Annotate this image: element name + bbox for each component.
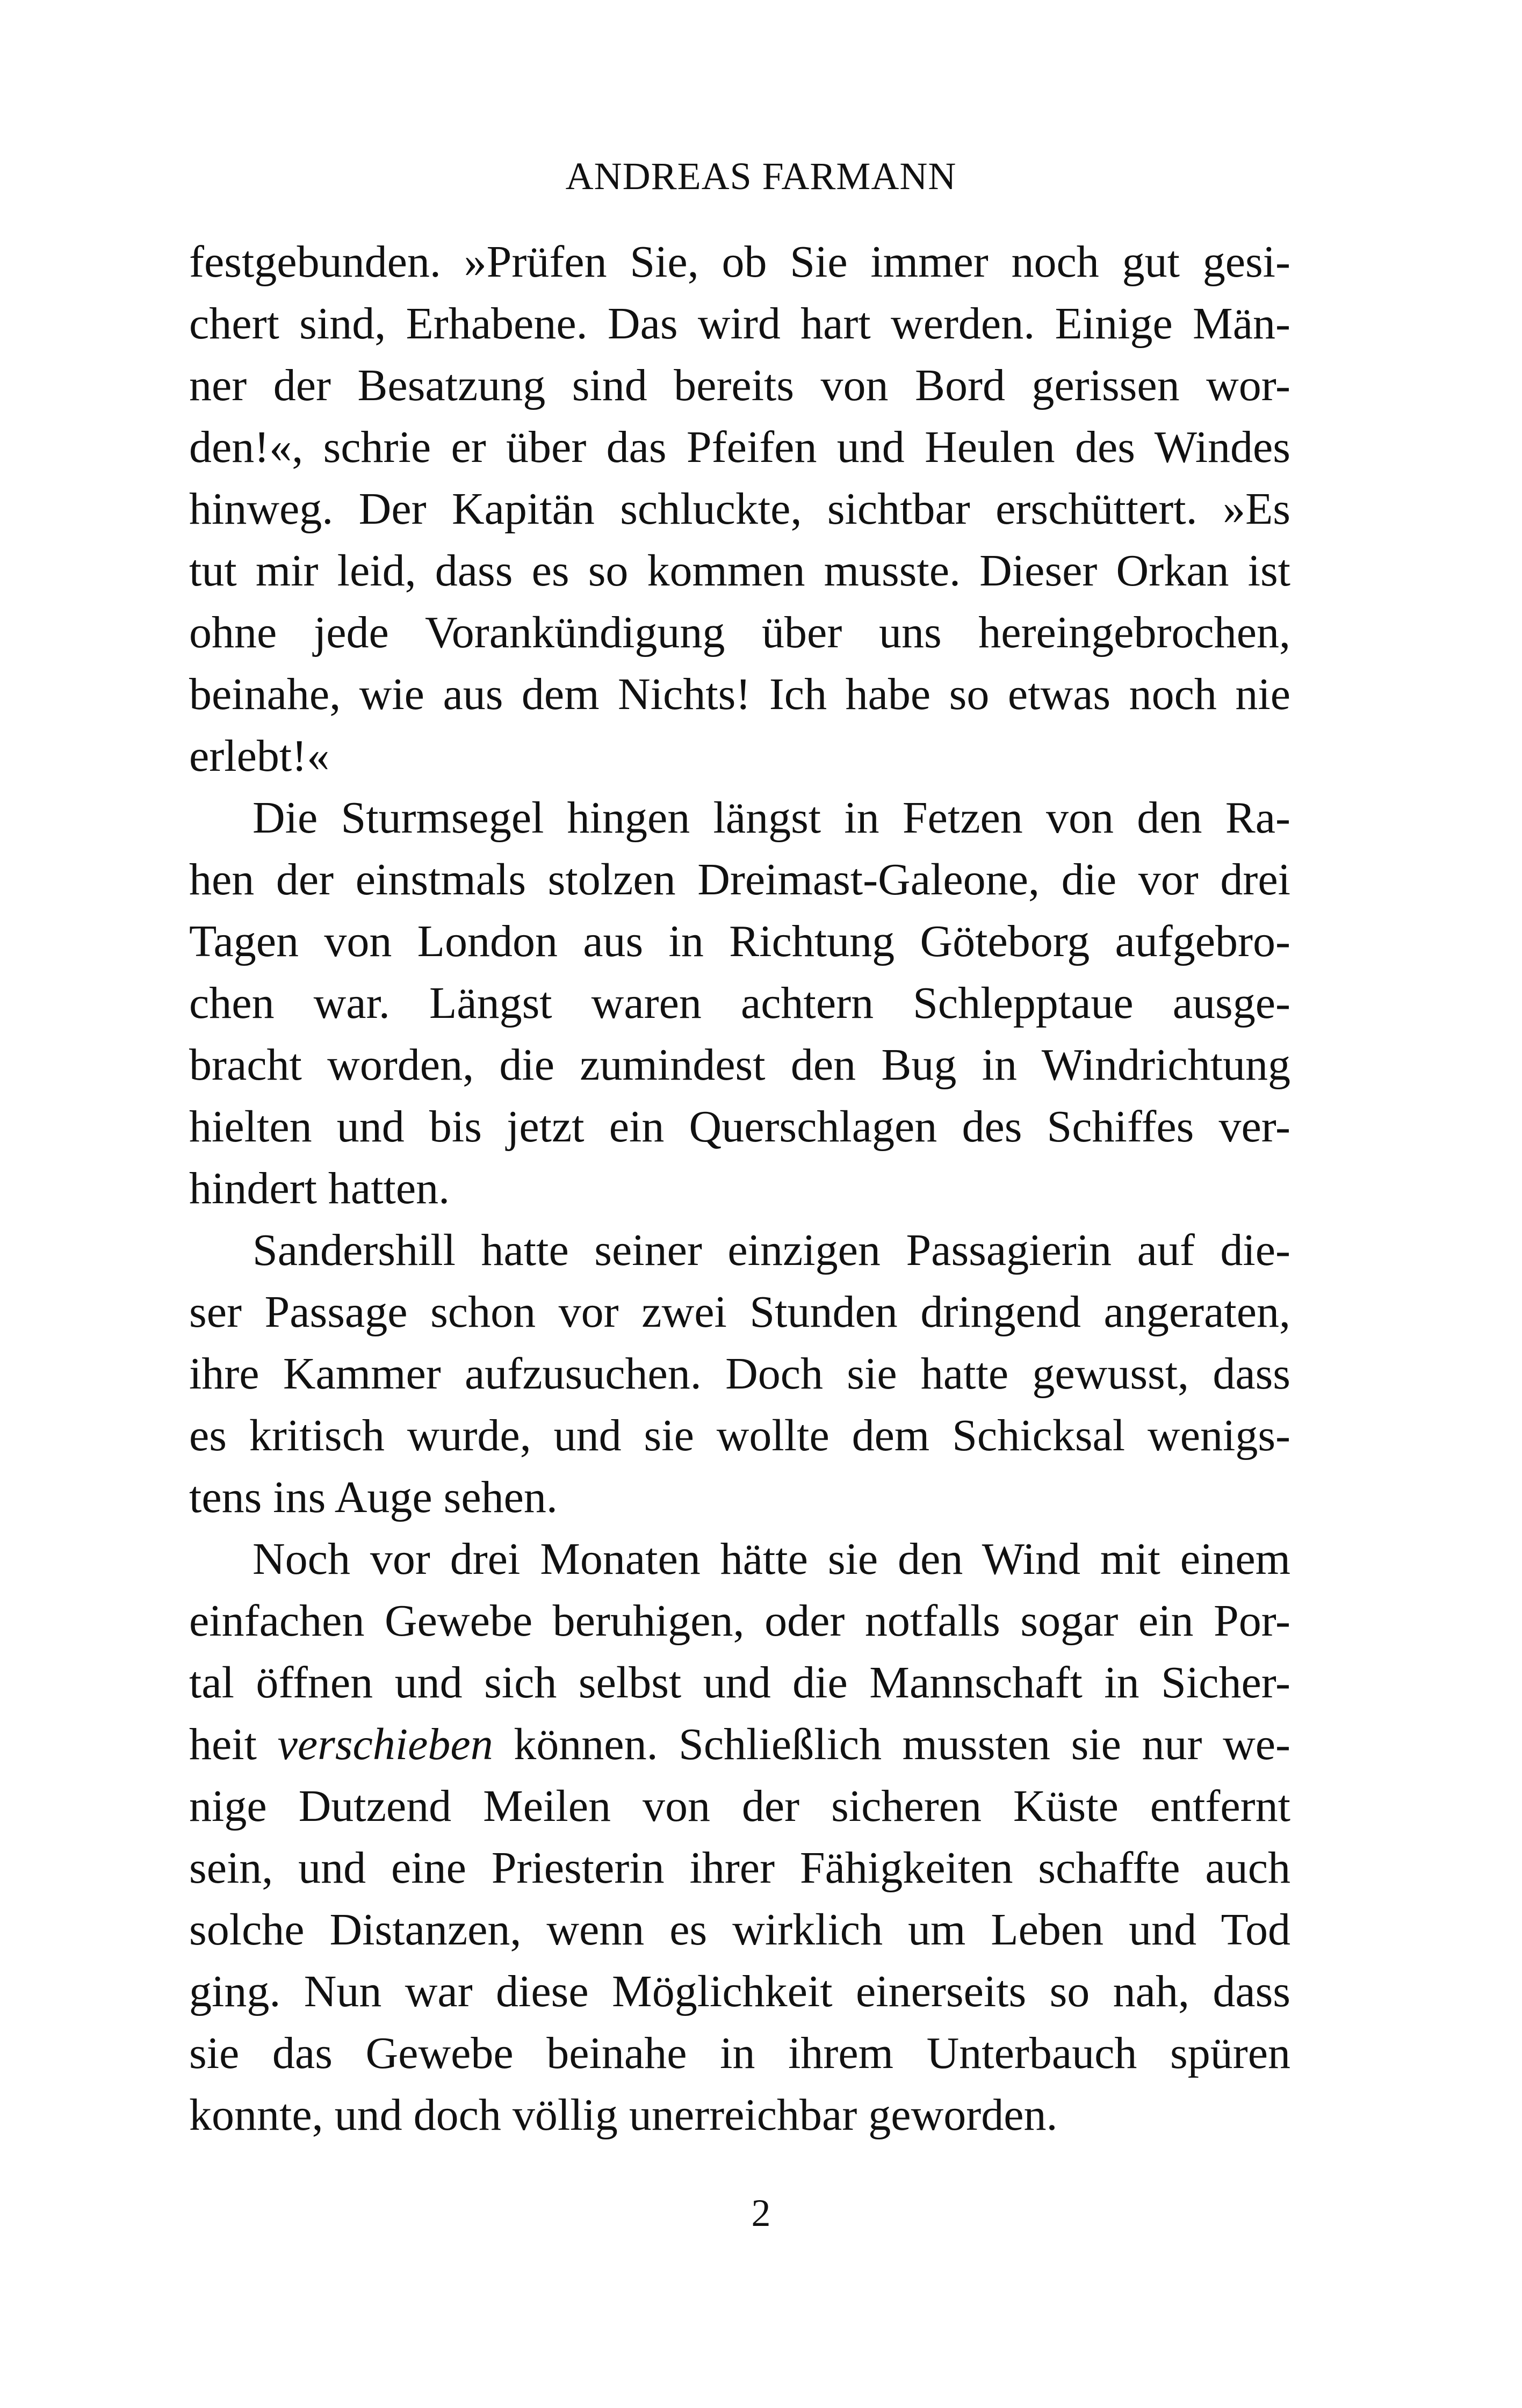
text-line: Die Sturmsegel hingen längst in Fetzen von den Ra- — [253, 793, 1290, 843]
text-line: ser Passage schon vor zwei Stunden dringend angeraten, — [189, 1287, 1290, 1337]
text-line: hen der einstmals stolzen Dreimast-Galeone, die vor drei — [189, 855, 1290, 905]
text-line: tal öffnen und sich selbst und die Mannschaft in Sicher- — [189, 1658, 1290, 1708]
text-line: nige Dutzend Meilen von der sicheren Küste entfernt — [189, 1781, 1290, 1831]
text-line: beinahe, wie aus dem Nichts! Ich habe so etwas noch nie — [189, 669, 1290, 719]
text-line: den!«, schrie er über das Pfeifen und Heulen des Windes — [189, 422, 1290, 472]
text-line: chen war. Längst waren achtern Schlepptaue ausge- — [189, 978, 1290, 1028]
paragraph — [189, 787, 1290, 1219]
text-line: tut mir leid, dass es so kommen musste. Dieser Orkan ist — [189, 546, 1290, 596]
text-line: Tagen von London aus in Richtung Göteborg aufgebro- — [189, 916, 1290, 966]
text-line: es kritisch wurde, und sie wollte dem Schicksal wenigs- — [189, 1411, 1290, 1460]
text-line: ging. Nun war diese Möglichkeit einerseits so nah, dass — [189, 1966, 1290, 2016]
text-line: konnte, und doch völlig unerreichbar geworden. — [189, 2090, 1058, 2140]
text-line: ner der Besatzung sind bereits von Bord gerissen wor- — [189, 360, 1290, 410]
text-line: tens ins Auge sehen. — [189, 1472, 558, 1522]
text-line: erlebt!« — [189, 731, 330, 781]
text-line: solche Distanzen, wenn es wirklich um Leben und Tod — [189, 1905, 1290, 1955]
text-line: Sandershill hatte seiner einzigen Passagierin auf die- — [253, 1225, 1290, 1275]
text-line: hielten und bis jetzt ein Querschlagen des Schiffes ver- — [189, 1102, 1290, 1152]
text-line: Noch vor drei Monaten hätte sie den Wind mit einem — [253, 1534, 1290, 1584]
text-line: ihre Kammer aufzusuchen. Doch sie hatte gewusst, dass — [189, 1349, 1290, 1399]
text-line: chert sind, Erhabene. Das wird hart werden. Einige Män- — [189, 299, 1290, 349]
text-line: bracht worden, die zumindest den Bug in Windrichtung — [189, 1040, 1290, 1090]
page-number: 2 — [751, 2192, 771, 2235]
text-line: ohne jede Vorankündigung über uns hereingebrochen, — [189, 608, 1290, 657]
text-line: hindert hatten. — [189, 1163, 450, 1213]
text-line: einfachen Gewebe beruhigen, oder notfalls sogar ein Por- — [189, 1596, 1290, 1646]
text-line: sie das Gewebe beinahe in ihrem Unterbauch spüren — [189, 2028, 1290, 2078]
paragraph — [189, 1528, 1290, 2146]
text-line: sein, und eine Priesterin ihrer Fähigkeiten schaffte auch — [189, 1843, 1290, 1893]
text-line: festgebunden. »Prüfen Sie, ob Sie immer noch gut gesi- — [189, 237, 1290, 287]
paragraph — [189, 1219, 1290, 1528]
text-line: hinweg. Der Kapitän schluckte, sichtbar erschüttert. »Es — [189, 484, 1290, 534]
paragraph — [189, 231, 1290, 787]
running-head: ANDREAS FARMANN — [565, 155, 957, 198]
body-text — [189, 231, 1290, 2146]
italic-word: verschieben — [277, 1719, 493, 1769]
text-line: heit verschieben können. Schließlich mussten sie nur we- — [189, 1719, 1290, 1769]
